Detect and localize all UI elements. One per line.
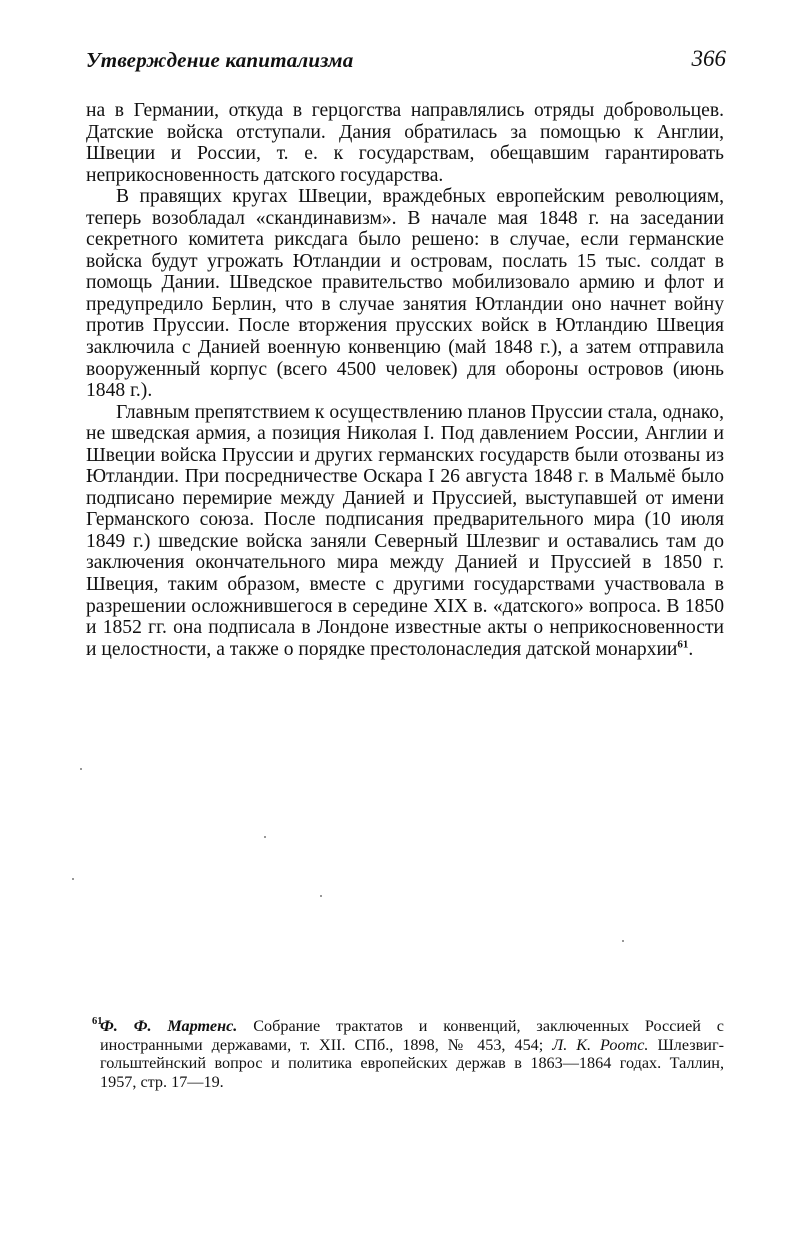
paragraph-2-text: В правящих кругах Швеции, враждебных европейским революциям, теперь возобладал «скандинавизм». В начале мая 1848 г. на заседании секретного комитета риксдага было решено: в случае, если германские войска будут угрожать Ютландии и островам, послать 15 тыс. солдат в помощь Дании. Шведское правительство мобилизовало армию и флот и предупредило Берлин, что в случае занятия Ютландии оно начнет войну против Пруссии. После вторжения прусских войск в Ютландию Швеция заключила с Данией военную конвенцию (май 1848 г.), а затем отправила вооруженный корпус (всего 4500 человек) для обороны островов (июнь 1848 г.). [86, 186, 724, 402]
scan-speck [264, 836, 266, 838]
paragraph-2 [86, 186, 724, 401]
footnote [86, 1017, 724, 1091]
body-text [86, 100, 724, 660]
paragraph-3-text: Главным препятствием к осуществлению планов Пруссии стала, однако, не шведская армия, а позиция Николая I. Под давлением России, Англии и Швеции войска Пруссии и других германских государств были отозваны из Ютландии. При посредничестве Оскара I 26 августа 1848 г. в Мальмё было подписано перемирие между Данией и Пруссией, выступавшей от имени Германского союза. После подписания предварительного мира (10 июля 1849 г.) шведские войска заняли Северный Шлезвиг и оставались там до заключения окончательного мира между Данией и Пруссией в 1850 г. Швеция, таким образом, вместе с другими государствами участвовала в разрешении осложнившегося в середине XIX в. «датского» вопроса. В 1850 и 1852 гг. она подписала в Лондоне известные акты о неприкосновенности и целостности, а также о порядке престолонаследия датской монархии [86, 401, 724, 660]
running-head-title: Утверждение капитализма [86, 48, 354, 72]
page-number: 366 [691, 46, 726, 71]
footnote-author-1: Ф. Ф. Мартенс. [100, 1017, 238, 1035]
running-head [86, 48, 726, 76]
footnote-author-2: Л. К. Роотс. [552, 1035, 649, 1054]
footnote-reference[interactable]: 61 [677, 638, 689, 651]
footnote-mark: 61 [92, 1016, 103, 1027]
scan-speck [622, 940, 624, 942]
paragraph-1-text: на в Германии, откуда в герцогства направлялись отряды добровольцев. Датские войска отступали. Дания обратилась за помощью к Англии, Швеции и России, т. е. к государствам, обещавшим гарантировать неприкосновенность датского государства. [86, 100, 724, 186]
scan-speck [80, 768, 82, 770]
paragraph-1 [86, 100, 724, 186]
paragraph-3: Главным препятствием к осуществлению планов Пруссии стала, однако, не шведская армия, а позиция Николая I. Под давлением России, Англии и Швеции войска Пруссии и других германских государств были отозваны из Ютландии. При посредничестве Оскара I 26 августа 1848 г. в Мальмё было подписано перемирие между Данией и Пруссией, выступавшей от имени Германского союза. После подписания предварительного мира (10 июля 1849 г.) шведские войска заняли Северный Шлезвиг и оставались там до заключения окончательного мира между Данией и Пруссией в 1850 г. Швеция, таким образом, вместе с другими государствами участвовала в разрешении осложнившегося в середине XIX в. «датского» вопроса. В 1850 и 1852 гг. она подписала в Лондоне известные акты о неприкосновенности и целостности, а также о порядке престолонаследия датской монархии$^{61}$. [86, 401, 724, 660]
book-page [86, 0, 726, 1253]
footnote-text-1: Собрание трактатов и конвенций, заключенных Россией с иностранными державами, т. XII. СПб., 1898, № 453, 454; [100, 1017, 724, 1054]
footnote-text-2: Шлезвиг-гольштейнский вопрос и политика европейских держав в 1863—1864 годах. Таллин, 1957, стр. 17—19. [100, 1035, 724, 1091]
scan-speck [320, 895, 322, 897]
scan-speck [72, 878, 74, 880]
